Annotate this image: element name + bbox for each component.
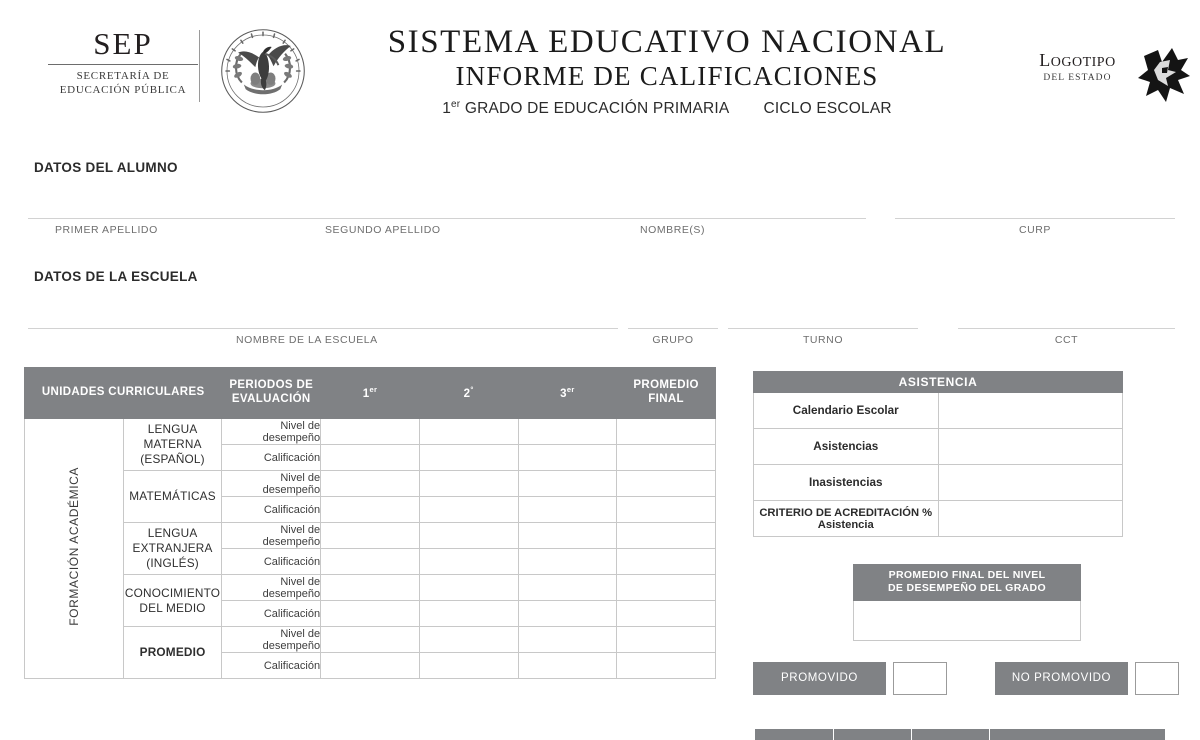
bottom-cutoff-table-header	[755, 729, 1165, 740]
grade-cell-p3[interactable]	[518, 471, 617, 497]
grade-cell-p2[interactable]	[419, 575, 518, 601]
ciclo-escolar-label: CICLO ESCOLAR	[763, 100, 892, 118]
promotion-status-row	[753, 662, 1173, 695]
segundo-apellido-label: SEGUNDO APELLIDO	[325, 224, 441, 236]
row-type-nivel-desempeno: Nivel de desempeño	[222, 471, 321, 497]
state-logo-block	[1020, 46, 1190, 106]
row-type-calificacion: Calificación	[222, 497, 321, 523]
table-row	[25, 419, 716, 445]
grade-cell-p3[interactable]	[518, 419, 617, 445]
sep-subtitle-line2: EDUCACIÓN PÚBLICA	[59, 84, 187, 97]
grade-cell-p1[interactable]	[321, 575, 420, 601]
school-name-field-line	[28, 328, 618, 329]
state-logo-text	[1020, 50, 1135, 83]
header-periodo-2: 2°	[419, 368, 518, 419]
formacion-academica-vertical-label: FORMACIÓN ACADÉMICA	[25, 419, 124, 679]
row-type-nivel-desempeno: Nivel de desempeño	[222, 627, 321, 653]
grade-cell-p3[interactable]	[518, 601, 617, 627]
no-promovido-button[interactable]: NO PROMOVIDO	[995, 662, 1128, 695]
grade-cell-p3[interactable]	[518, 575, 617, 601]
grade-cell-p1[interactable]	[321, 601, 420, 627]
grade-cell-p1[interactable]	[321, 419, 420, 445]
grade-cell-final[interactable]	[617, 549, 716, 575]
table-row	[25, 575, 716, 601]
table-row	[754, 429, 1123, 465]
row-type-calificacion: Calificación	[222, 601, 321, 627]
row-type-calificacion: Calificación	[222, 445, 321, 471]
sep-acronym: SEP	[93, 26, 153, 61]
sep-divider-rule	[48, 64, 198, 65]
asistencia-label-criterio-acreditacion: CRITERIO DE ACREDITACIÓN % Asistencia	[754, 501, 939, 537]
asistencia-value-inasistencias[interactable]	[938, 465, 1123, 501]
asistencia-label-calendario-escolar: Calendario Escolar	[754, 393, 939, 429]
header-periodo-1: 1er	[321, 368, 420, 419]
table-row	[25, 471, 716, 497]
grade-cell-p1[interactable]	[321, 653, 420, 679]
grade-and-cycle-line	[322, 99, 1012, 118]
nombre-escuela-label: NOMBRE DE LA ESCUELA	[236, 334, 378, 346]
subject-matematicas: MATEMÁTICAS	[123, 471, 222, 523]
row-type-nivel-desempeno: Nivel de desempeño	[222, 575, 321, 601]
grade-cell-p2[interactable]	[419, 627, 518, 653]
grade-cell-p2[interactable]	[419, 549, 518, 575]
asistencia-title: ASISTENCIA	[754, 372, 1123, 393]
asistencia-label-inasistencias: Inasistencias	[754, 465, 939, 501]
row-type-calificacion: Calificación	[222, 653, 321, 679]
row-type-calificacion: Calificación	[222, 549, 321, 575]
header-periodos-evaluacion: PERIODOS DE EVALUACIÓN	[222, 368, 321, 419]
page-title: SISTEMA EDUCATIVO NACIONAL	[387, 24, 947, 60]
grade-cell-p1[interactable]	[321, 523, 420, 549]
grade-ordinal-suffix: er	[451, 99, 461, 111]
page-subtitle: INFORME DE CALIFICACIONES	[455, 61, 879, 92]
grade-cell-p3[interactable]	[518, 445, 617, 471]
subject-promedio: PROMEDIO	[123, 627, 222, 679]
header-periodo-3: 3er	[518, 368, 617, 419]
grade-cell-p1[interactable]	[321, 471, 420, 497]
grade-cell-p2[interactable]	[419, 523, 518, 549]
student-section-title: DATOS DEL ALUMNO	[34, 160, 178, 175]
grade-cell-p2[interactable]	[419, 601, 518, 627]
primer-apellido-label: PRIMER APELLIDO	[55, 224, 158, 236]
grade-cell-p2[interactable]	[419, 653, 518, 679]
curp-field-line	[895, 218, 1175, 219]
mexican-coat-of-arms-icon	[215, 23, 311, 119]
grade-cell-final[interactable]	[617, 419, 716, 445]
state-logo-line2: DEL ESTADO	[1043, 73, 1112, 83]
grade-cell-final[interactable]	[617, 627, 716, 653]
grade-cell-final[interactable]	[617, 653, 716, 679]
header-promedio-final: PROMEDIO FINAL	[617, 368, 716, 419]
header-vertical-divider	[199, 30, 200, 102]
grades-table-header-row	[25, 368, 716, 419]
no-promovido-checkbox[interactable]	[1135, 662, 1179, 695]
table-row	[25, 523, 716, 549]
grade-text: GRADO DE EDUCACIÓN PRIMARIA	[460, 100, 730, 118]
grades-table	[24, 367, 716, 679]
asistencia-label-asistencias: Asistencias	[754, 429, 939, 465]
nombres-label: NOMBRE(S)	[640, 224, 706, 236]
state-logo-line1: LOGOTIPO	[1039, 50, 1116, 70]
table-row	[754, 465, 1123, 501]
grade-cell-p1[interactable]	[321, 549, 420, 575]
grade-number: 1	[442, 100, 452, 118]
grade-cell-p3[interactable]	[518, 653, 617, 679]
curp-label: CURP	[1019, 224, 1051, 236]
asistencia-header-row	[754, 372, 1123, 393]
asistencia-value-criterio-acreditacion[interactable]	[938, 501, 1123, 537]
cct-label: CCT	[1054, 334, 1079, 346]
table-row	[754, 501, 1123, 537]
promedio-final-nivel-title: PROMEDIO FINAL DEL NIVEL DE DESEMPEÑO DEL GRADO	[853, 564, 1081, 601]
turno-field-line	[728, 328, 918, 329]
grade-cell-p3[interactable]	[518, 549, 617, 575]
grade-cell-final[interactable]	[617, 497, 716, 523]
promovido-button[interactable]: PROMOVIDO	[753, 662, 886, 695]
grade-cell-p2[interactable]	[419, 445, 518, 471]
sep-subtitle-line1: SECRETARÍA DE	[76, 69, 170, 82]
asistencia-value-asistencias[interactable]	[938, 429, 1123, 465]
grade-cell-p1[interactable]	[321, 627, 420, 653]
subject-conocimiento-del-medio: CONOCIMIENTO DEL MEDIO	[123, 575, 222, 627]
asistencia-value-calendario-escolar[interactable]	[938, 393, 1123, 429]
promedio-final-nivel-value[interactable]	[853, 601, 1081, 641]
grade-cell-p2[interactable]	[419, 497, 518, 523]
subject-lengua-materna: LENGUA MATERNA (ESPAÑOL)	[123, 419, 222, 471]
document-header	[0, 0, 1200, 130]
grade-cell-final[interactable]	[617, 471, 716, 497]
cct-field-line	[958, 328, 1175, 329]
turno-label: TURNO	[802, 334, 844, 346]
grade-cell-p2[interactable]	[419, 419, 518, 445]
grade-cell-p3[interactable]	[518, 627, 617, 653]
sep-logo	[28, 28, 218, 98]
row-type-nivel-desempeno: Nivel de desempeño	[222, 419, 321, 445]
grade-cell-p1[interactable]	[321, 445, 420, 471]
grade-cell-final[interactable]	[617, 523, 716, 549]
table-row	[25, 627, 716, 653]
state-logo-placeholder-icon	[1138, 46, 1190, 102]
student-name-field-line	[28, 218, 866, 219]
grupo-field-line	[628, 328, 718, 329]
promedio-final-nivel-box	[853, 564, 1081, 641]
document-title-block	[322, 24, 1012, 119]
grade-cell-p3[interactable]	[518, 523, 617, 549]
grupo-label: GRUPO	[652, 334, 694, 346]
grade-cell-final[interactable]	[617, 601, 716, 627]
school-section-title: DATOS DE LA ESCUELA	[34, 269, 198, 284]
row-type-nivel-desempeno: Nivel de desempeño	[222, 523, 321, 549]
grade-cell-p2[interactable]	[419, 471, 518, 497]
asistencia-table	[753, 371, 1123, 537]
grade-cell-final[interactable]	[617, 575, 716, 601]
subject-lengua-extranjera: LENGUA EXTRANJERA (INGLÉS)	[123, 523, 222, 575]
grade-cell-p3[interactable]	[518, 497, 617, 523]
header-unidades-curriculares: UNIDADES CURRICULARES	[25, 368, 222, 419]
grade-cell-p1[interactable]	[321, 497, 420, 523]
grade-cell-final[interactable]	[617, 445, 716, 471]
promovido-checkbox[interactable]	[893, 662, 947, 695]
table-row	[754, 393, 1123, 429]
